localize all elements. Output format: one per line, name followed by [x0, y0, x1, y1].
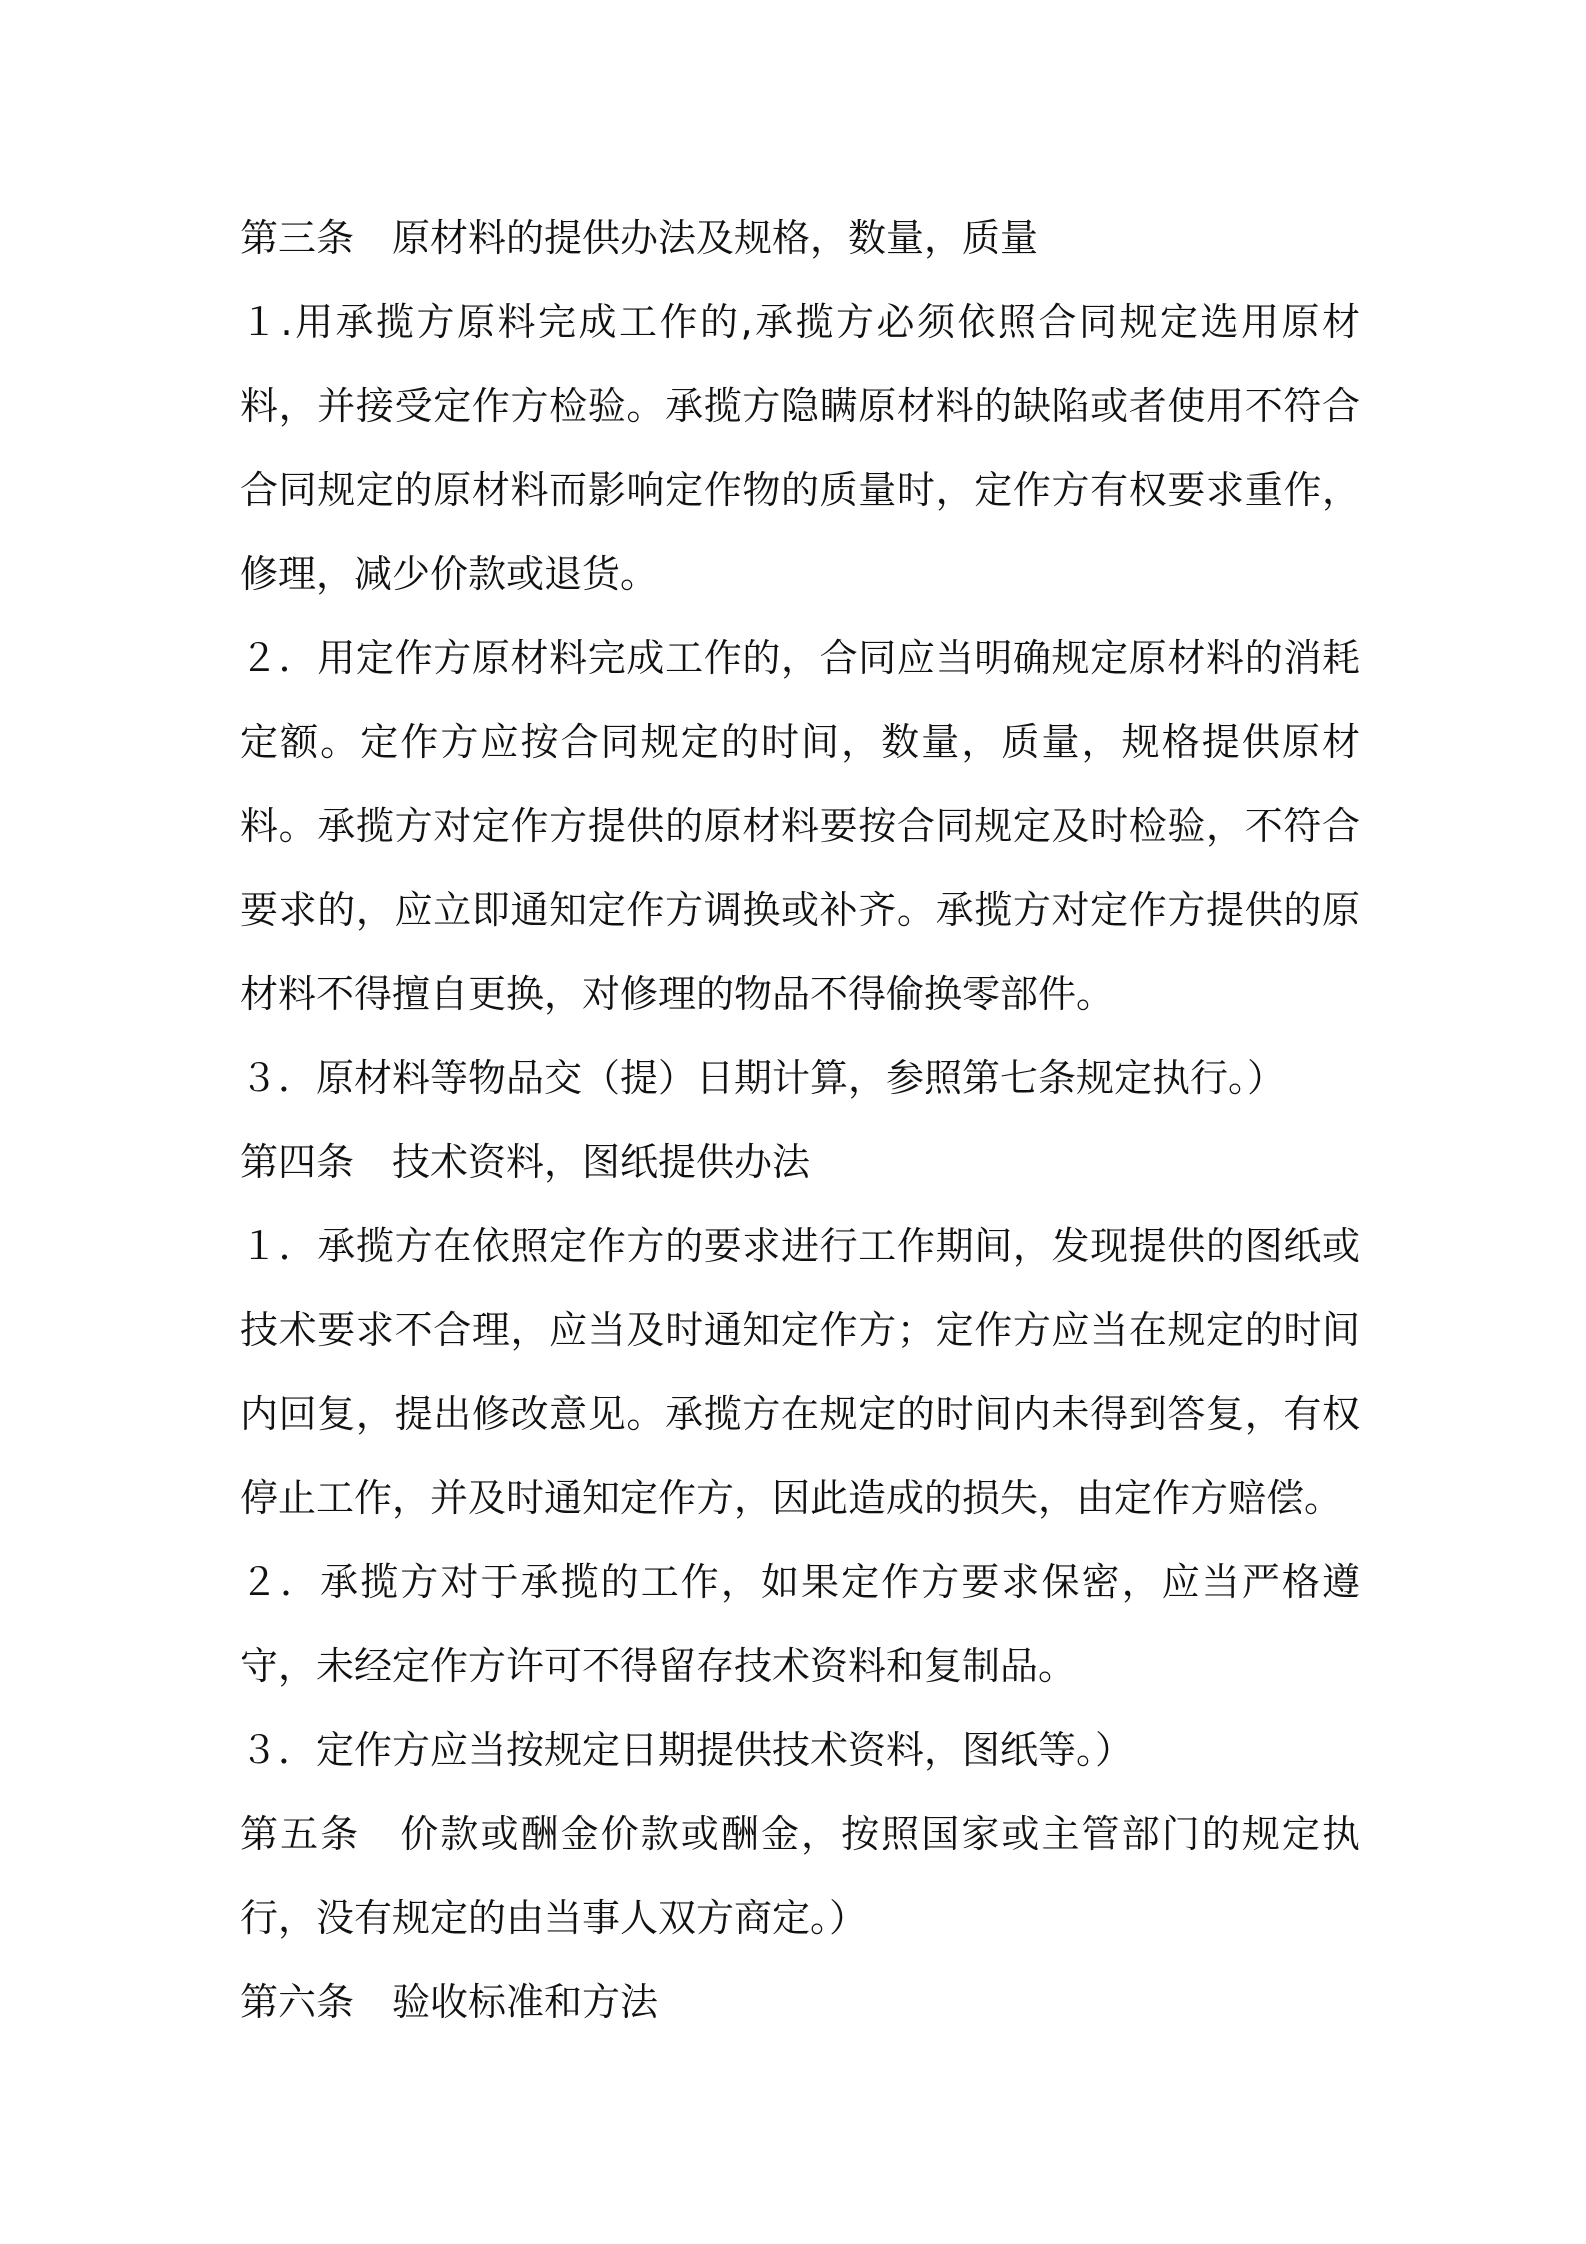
article-3-item-3: ３．原材料等物品交（提）日期计算，参照第七条规定执行。） — [240, 1056, 1286, 1100]
article-3-heading: 第三条 原材料的提供办法及规格，数量，质量 — [240, 216, 1039, 260]
article-6-heading: 第六条 验收标准和方法 — [240, 1980, 659, 2024]
article-4-heading: 第四条 技术资料，图纸提供办法 — [240, 1140, 811, 1184]
document-body — [240, 196, 1360, 2044]
article-5-text: 第五条 价款或酬金价款或酬金，按照国家或主管部门的规定执行，没有规定的由当事人双方商定。） — [240, 1812, 1360, 1940]
article-4-item-2: ２．承揽方对于承揽的工作，如果定作方要求保密，应当严格遵守，未经定作方许可不得留存技术资料和复制品。 — [240, 1560, 1360, 1688]
article-4-item-1: １．承揽方在依照定作方的要求进行工作期间，发现提供的图纸或技术要求不合理，应当及时通知定作方；定作方应当在规定的时间内回复，提出修改意见。承揽方在规定的时间内未得到答复，有权停止工作，并及时通知定作方，因此造成的损失，由定作方赔偿。 — [240, 1224, 1360, 1520]
article-4-item-3: ３．定作方应当按规定日期提供技术资料，图纸等。） — [240, 1728, 1134, 1772]
article-3-item-2: ２．用定作方原材料完成工作的，合同应当明确规定原材料的消耗定额。定作方应按合同规定的时间，数量，质量，规格提供原材料。承揽方对定作方提供的原材料要按合同规定及时检验，不符合要求的，应立即通知定作方调换或补齐。承揽方对定作方提供的原材料不得擅自更换，对修理的物品不得偷换零部件。 — [240, 636, 1360, 1016]
article-3-item-1: １.用承揽方原料完成工作的,承揽方必须依照合同规定选用原材料，并接受定作方检验。承揽方隐瞒原材料的缺陷或者使用不符合合同规定的原材料而影响定作物的质量时，定作方有权要求重作，修理，减少价款或退货。 — [240, 300, 1360, 596]
